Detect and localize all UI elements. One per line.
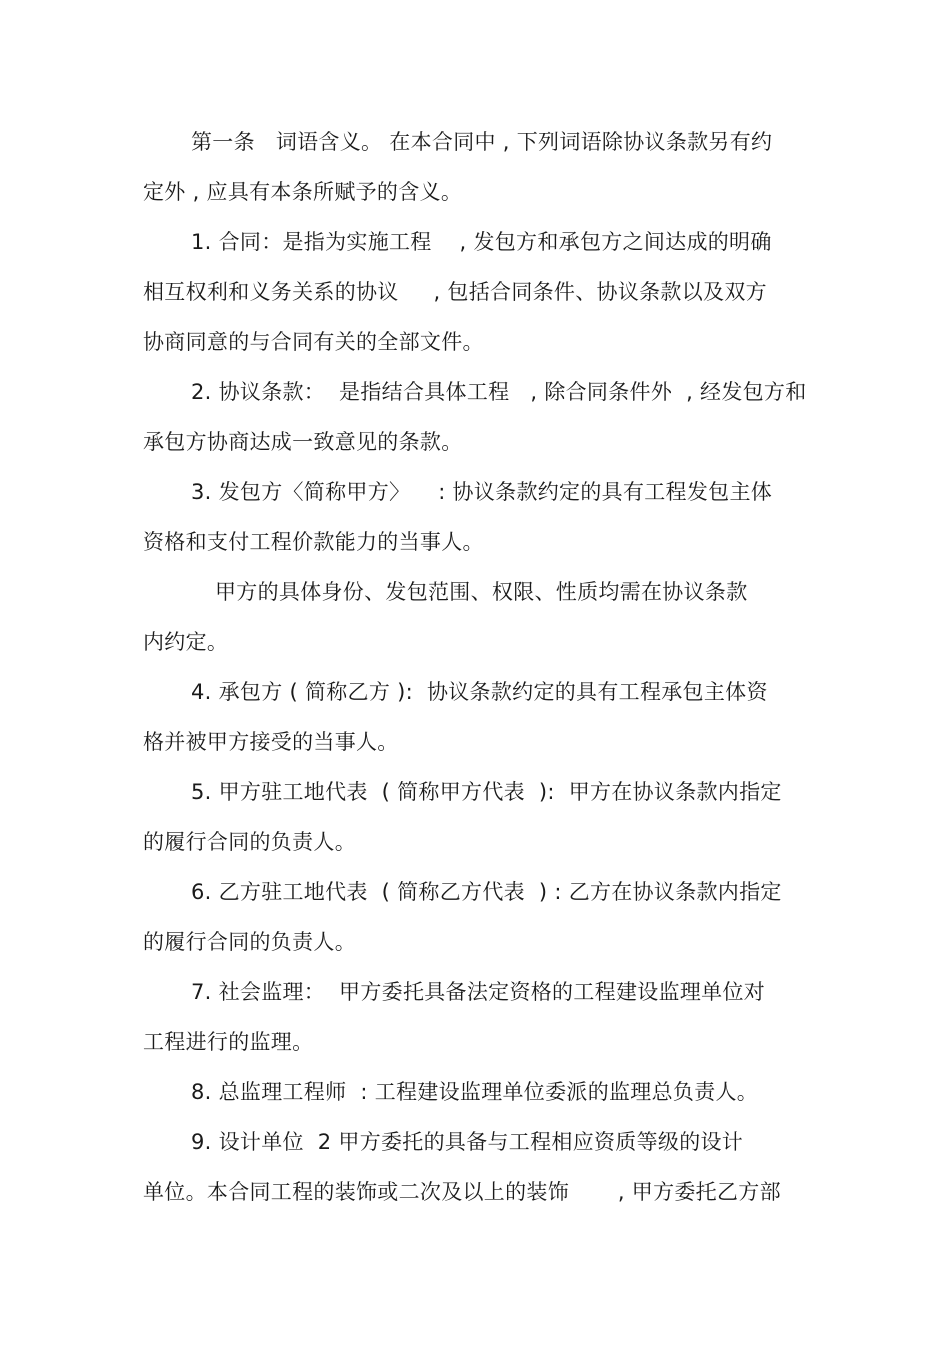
paragraph-line: 单位。本合同工程的装饰或二次及以上的装饰 , 甲方委托乙方部: [143, 1180, 781, 1204]
paragraph-line: 5. 甲方驻工地代表 ( 简称甲方代表 ): 甲方在协议条款内指定: [191, 780, 782, 804]
paragraph-line: 1. 合同：是指为实施工程 , 发包方和承包方之间达成的明确: [191, 230, 772, 254]
paragraph-line: 工程进行的监理。: [143, 1030, 314, 1054]
paragraph-line: 的履行合同的负责人。: [143, 830, 356, 854]
paragraph-line: 内约定。: [143, 630, 229, 654]
paragraph-line: 相互权利和义务关系的协议 , 包括合同条件、协议条款以及双方: [143, 280, 767, 304]
paragraph-line: 3. 发包方〈简称甲方〉 : 协议条款约定的具有工程发包主体: [191, 480, 773, 504]
paragraph-line: 格并被甲方接受的当事人。: [143, 730, 399, 754]
paragraph-line: 协商同意的与合同有关的全部文件。: [143, 330, 484, 354]
paragraph-line: 2. 协议条款： 是指结合具体工程 , 除合同条件外 , 经发包方和: [191, 380, 807, 404]
paragraph-line: 承包方协商达成一致意见的条款。: [143, 430, 463, 454]
paragraph-line: 资格和支付工程价款能力的当事人。: [143, 530, 484, 554]
paragraph-line: 8. 总监理工程师 : 工程建设监理单位委派的监理总负责人。: [191, 1080, 759, 1104]
paragraph-line: 定外 , 应具有本条所赋予的含义。: [143, 180, 463, 204]
paragraph-line: 7. 社会监理： 甲方委托具备法定资格的工程建设监理单位对: [191, 980, 766, 1004]
paragraph-line: 甲方的具体身份、发包范围、权限、性质均需在协议条款: [215, 580, 748, 604]
paragraph-line: 9. 设计单位 2 甲方委托的具备与工程相应资质等级的设计: [191, 1130, 744, 1154]
paragraph-line: 的履行合同的负责人。: [143, 930, 356, 954]
paragraph-line: 4. 承包方 ( 简称乙方 ): 协议条款约定的具有工程承包主体资: [191, 680, 768, 704]
paragraph-line: 第一条 词语含义。 在本合同中 , 下列词语除协议条款另有约: [191, 130, 773, 154]
paragraph-line: 6. 乙方驻工地代表 ( 简称乙方代表 ) : 乙方在协议条款内指定: [191, 880, 782, 904]
